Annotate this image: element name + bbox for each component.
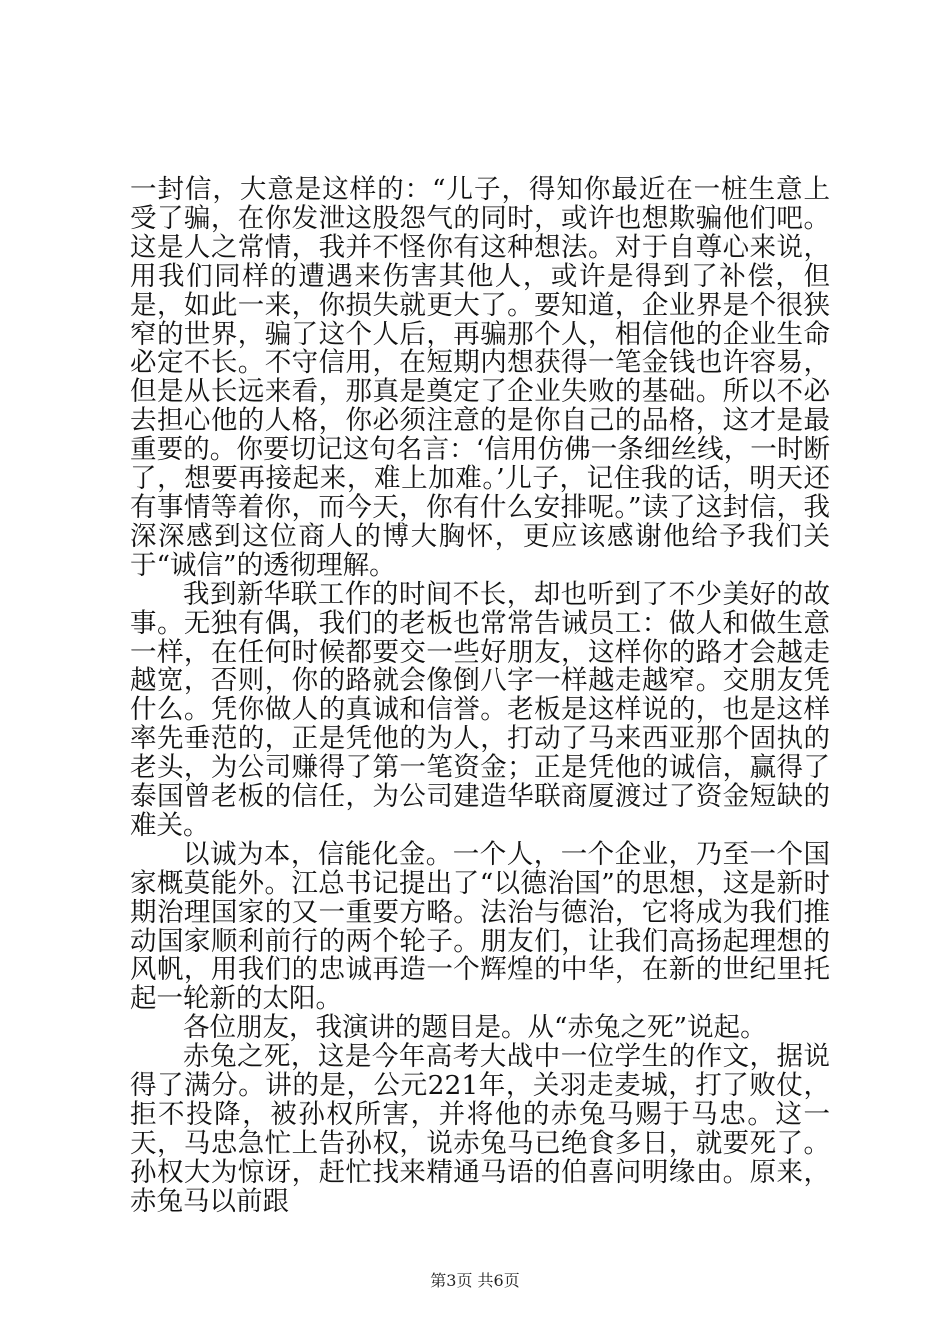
paragraph-conclusion: 以诚为本，信能化金。一个人，一个企业，乃至一个国家概莫能外。江总书记提出了“以德治国”的思想，这是新时期治理国家的又一重要方略。法治与德治，它将成为我们推动国家顺利前行的两个轮子。朋友们，让我们高扬起理想的风帆，用我们的忠诚再造一个辉煌的中华，在新的世纪里托起一轮新的太阳。	[130, 838, 830, 1015]
paragraph-letter: 一封信，大意是这样的：“儿子，得知你最近在一桩生意上受了骗，在你发泄这股怨气的同时，或许也想欺骗他们吧。这是人之常情，我并不怪你有这种想法。对于自尊心来说，用我们同样的遭遇来伤害其他人，或许是得到了补偿，但是，如此一来，你损失就更大了。要知道，企业界是个很狭窄的世界，骗了这个人后，再骗那个人，相信他的企业生命必定不长。不守信用，在短期内想获得一笔金钱也许容易，但是从长远来看，那真是奠定了企业失败的基础。所以不必去担心他的人格，你必须注意的是你自己的品格，这才是最重要的。你要切记这句名言：‘信用仿佛一条细丝线，一时断了，想要再接起来，难上加难。’儿子，记住我的话，明天还有事情等着你，而今天，你有什么安排呢。”读了这封信，我深深感到这位商人的博大胸怀，更应该感谢他给予我们关于“诚信”的透彻理解。	[130, 174, 830, 581]
paragraph-speech-title: 各位朋友，我演讲的题目是。从“赤兔之死”说起。	[183, 1012, 767, 1044]
paragraph-red-hare: 赤兔之死，这是今年高考大战中一位学生的作文，据说得了满分。讲的是，公元221年，关羽走麦城，打了败仗，拒不投降，被孙权所害，并将他的赤兔马赐于马忠。这一天，马忠急忙上告孙权，说赤兔马已绝食多日，就要死了。孙权大为惊讶，赶忙找来精通马语的伯喜问明缘由。原来，赤兔马以前跟	[130, 1041, 830, 1217]
paragraph-company-story: 我到新华联工作的时间不长，却也听到了不少美好的故事。无独有偶，我们的老板也常常告诫员工：做人和做生意一样，在任何时候都要交一些好朋友，这样你的路才会越走越宽，否则，你的路就会像倒八字一样越走越窄。交朋友凭什么。凭你做人的真诚和信誉。老板是这样说的，也是这样率先垂范的，正是凭他的为人，打动了马来西亚那个固执的老头，为公司赚得了第一笔资金；正是凭他的诚信，赢得了泰国曾老板的信任，为公司建造华联商厦渡过了资金短缺的难关。	[130, 578, 830, 841]
page-number: 第3页 共6页	[430, 1271, 520, 1290]
body-text	[130, 176, 830, 1217]
